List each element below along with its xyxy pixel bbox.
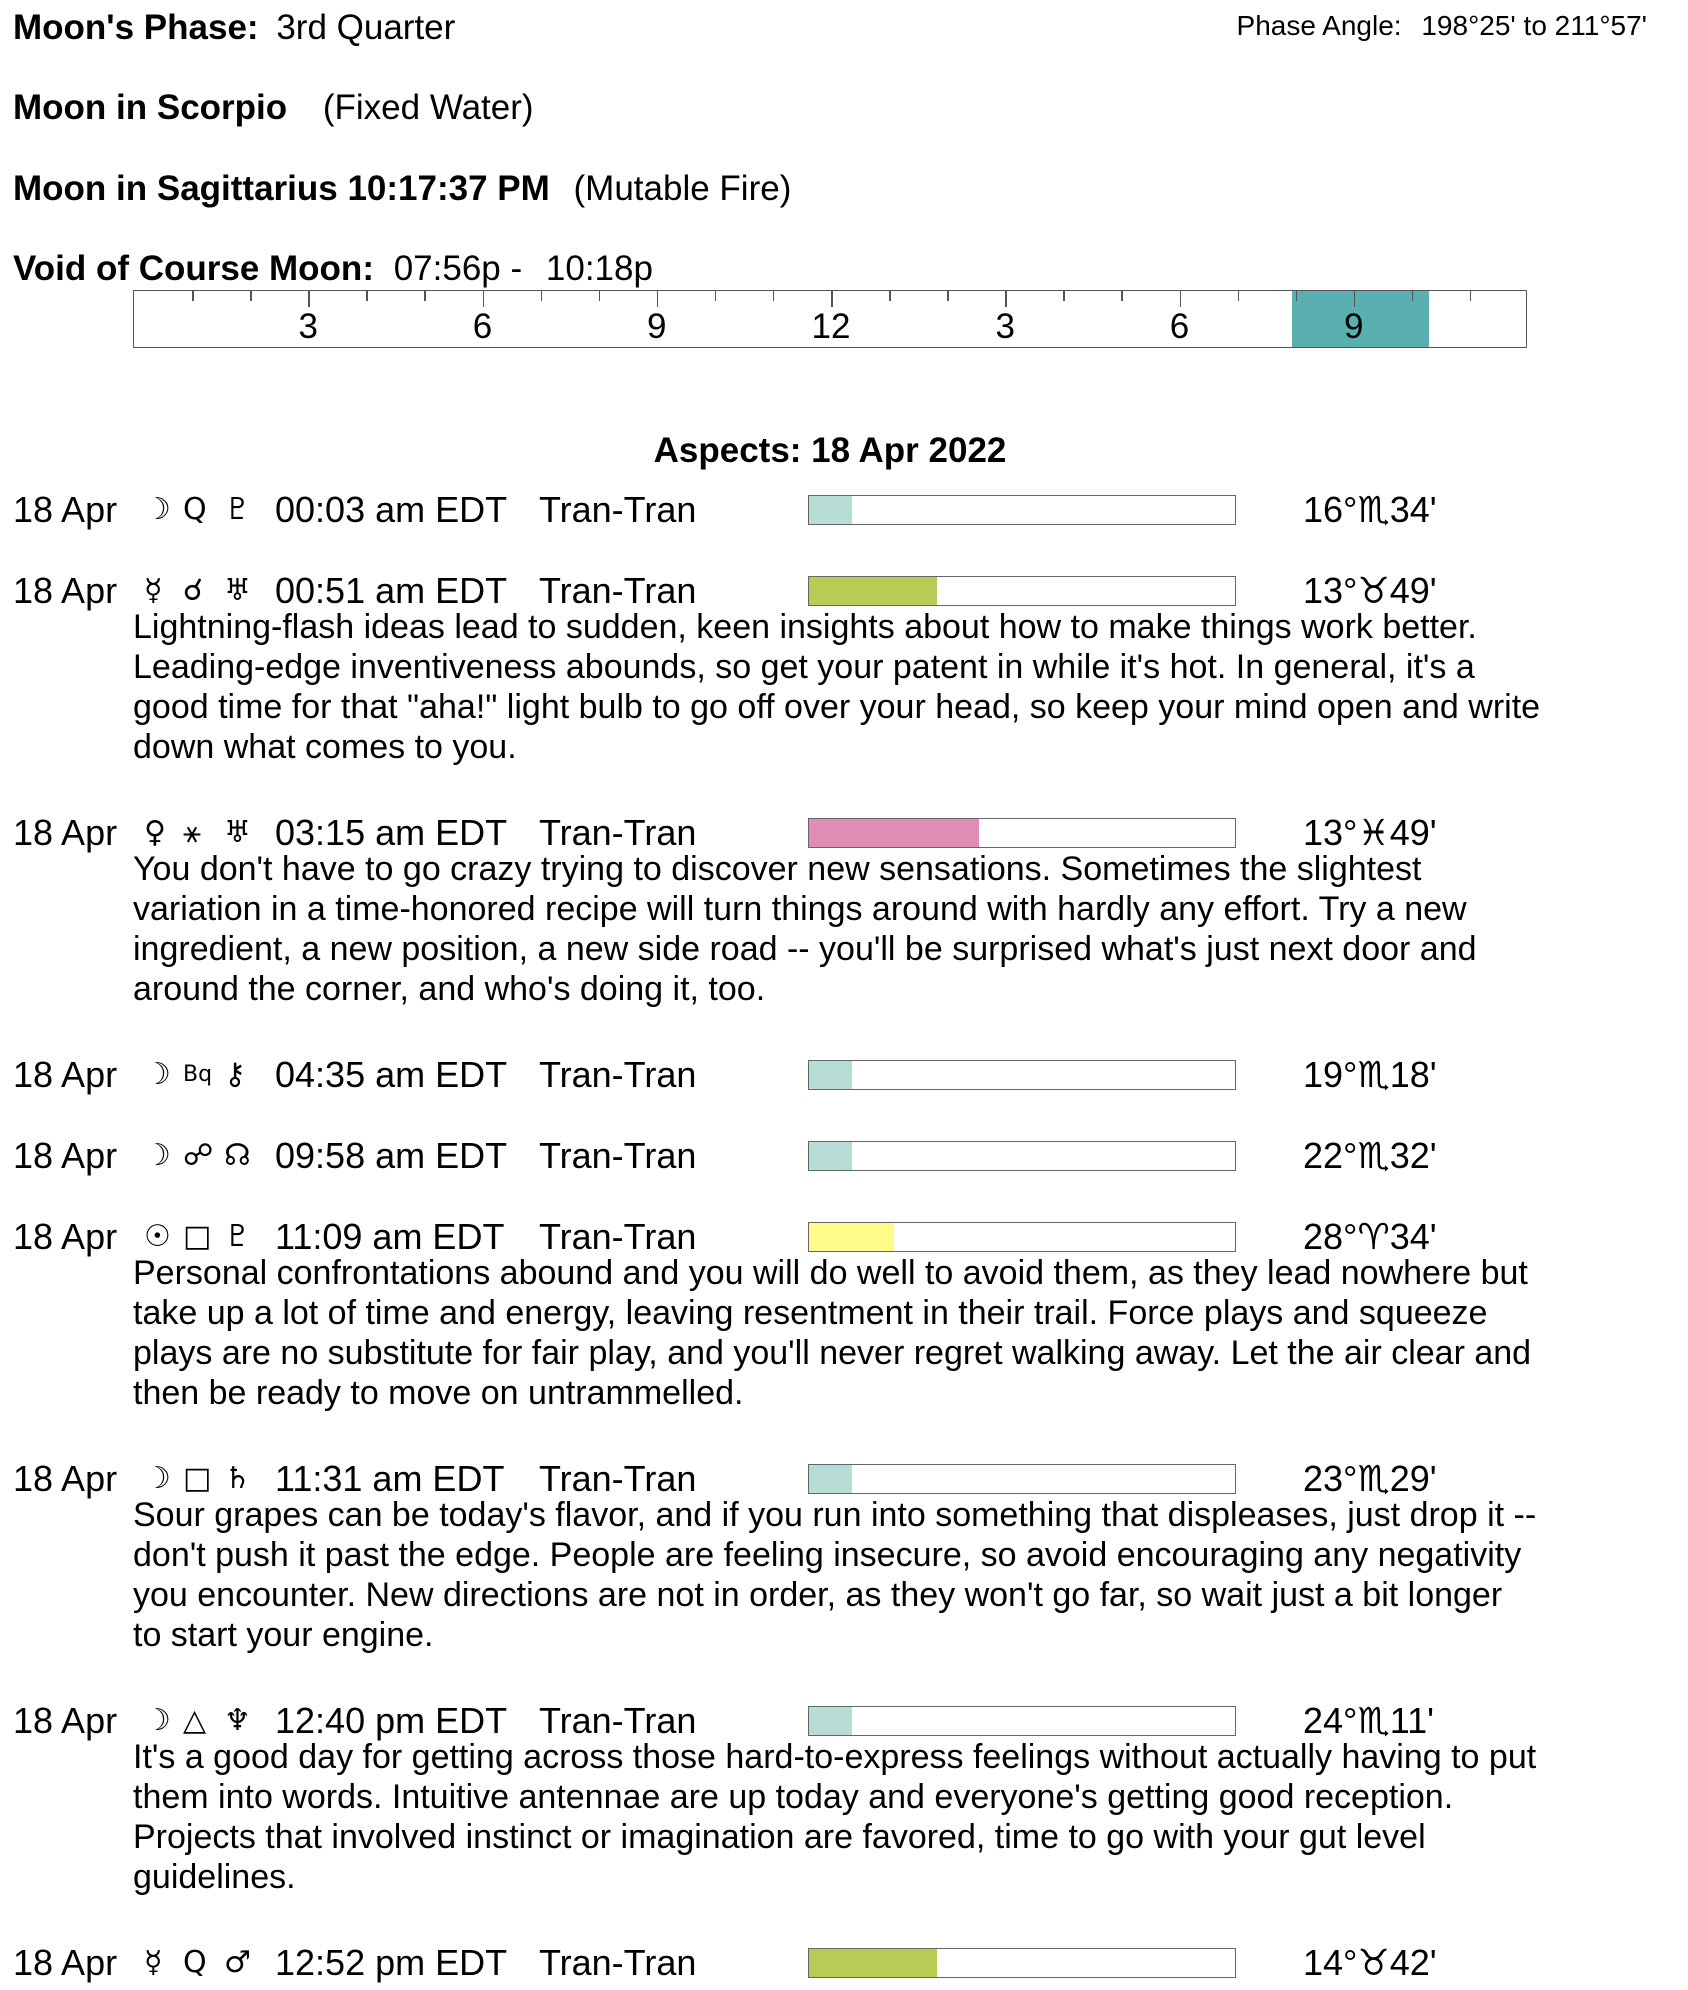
void-of-course-timeline [133,290,1527,348]
aspect-planet-2: ♅ [224,573,251,608]
aspect-type: Tran-Tran [539,570,697,611]
aspect-time: 12:40 pm EDT [275,1700,508,1741]
timeline-tick [1121,291,1123,301]
moon-ingress-label: Moon in Sagittarius 10:17:37 PM [13,169,550,208]
timeline-tick [308,291,310,307]
aspect-strength-bar [808,1464,1236,1494]
aspect-planet-2: ♆ [224,1703,251,1738]
timeline-tick [250,291,252,301]
aspect-planet-1: ☉ [144,1219,171,1254]
aspect-position: 13°♉49' [1303,570,1437,611]
timeline-tick [192,291,194,301]
aspect-strength-bar [808,1141,1236,1171]
aspect-type: Tran-Tran [539,489,697,530]
timeline-tick [1470,291,1472,301]
aspect-date: 18 Apr [13,1216,118,1257]
aspect-strength-bar [808,1706,1236,1736]
timeline-hour-label: 9 [647,307,667,346]
aspect-strength-fill [809,1061,852,1089]
timeline-tick [947,291,949,301]
aspect-description [133,1253,1653,1413]
timeline-tick [1412,291,1414,301]
timeline-tick [773,291,775,301]
timeline-tick [657,291,659,307]
timeline-tick [424,291,426,301]
aspect-time: 03:15 am EDT [275,812,508,853]
phase-angle-value: 198°25' to 211°57' [1421,10,1647,41]
aspect-planet-2: ☊ [224,1138,251,1173]
aspect-time: 12:52 pm EDT [275,1942,508,1983]
aspect-planet-1: ♀ [144,815,166,850]
timeline-tick [1238,291,1240,301]
aspect-description-line: around the corner, and who's doing it, too. [133,970,766,1008]
moon-ingress-element: (Mutable Fire) [573,169,792,208]
aspect-position: 28°♈34' [1303,1216,1437,1257]
timeline-tick [1180,291,1182,307]
aspect-description [133,1737,1653,1897]
aspect-type: Tran-Tran [539,1135,697,1176]
aspect-date: 18 Apr [13,489,118,530]
void-of-course-end: 10:18p [545,249,653,288]
timeline-tick [1296,291,1298,301]
aspect-date: 18 Apr [13,1054,118,1095]
aspect-date: 18 Apr [13,1135,118,1176]
timeline-hour-label: 3 [298,307,318,346]
phase-angle-label: Phase Angle: [1236,10,1402,41]
timeline-tick [1005,291,1007,307]
aspect-symbol: ☌ [183,573,204,608]
aspect-description-line: good time for that "aha!" light bulb to go off over your head, so keep your mind open and write [133,688,1541,726]
aspect-strength-fill [809,577,937,605]
timeline-hour-label: 12 [811,307,851,346]
aspect-planet-2: ♂ [224,1945,251,1980]
aspect-type: Tran-Tran [539,1942,697,1983]
aspect-strength-fill [809,1707,852,1735]
aspect-description-line: guidelines. [133,1858,296,1896]
aspect-strength-bar [808,495,1236,525]
timeline-hour-label: 6 [472,307,493,346]
aspect-description-line: take up a lot of time and energy, leaving resentment in their trail. Force plays and squeeze [133,1294,1488,1332]
aspect-time: 00:03 am EDT [275,489,508,530]
aspect-strength-fill [809,1223,894,1251]
aspect-planet-2: ♇ [224,1219,251,1254]
aspect-description-line: Lightning-flash ideas lead to sudden, keen insights about how to make things work better. [133,608,1477,646]
aspect-planet-1: ☽ [144,1461,171,1496]
timeline-tick [541,291,543,301]
aspect-planet-1: ☽ [144,1057,171,1092]
timeline-tick [366,291,368,301]
aspect-date: 18 Apr [13,570,118,611]
aspect-type: Tran-Tran [539,812,697,853]
moon-ingress [13,169,791,209]
moon-phase-value: 3rd Quarter [276,8,456,47]
timeline-tick [483,291,485,307]
timeline-hour-label: 6 [1169,307,1190,346]
aspect-description-line: Leading-edge inventiveness abounds, so get your patent in while it's hot. In general, it's a [133,648,1475,686]
aspect-date: 18 Apr [13,1700,118,1741]
aspect-planet-2: ⚷ [224,1057,246,1092]
aspect-planet-2: ♇ [224,492,251,527]
aspect-symbol: ⚹ [183,815,201,850]
timeline-hour-label: 3 [995,307,1015,346]
timeline-tick [831,291,833,307]
aspect-strength-bar [808,1948,1236,1978]
aspect-position: 24°♏11' [1303,1700,1434,1741]
moon-sign [13,88,534,128]
aspect-strength-bar [808,818,1236,848]
aspect-type: Tran-Tran [539,1700,697,1741]
aspect-strength-bar [808,576,1236,606]
aspect-symbol: Q [183,492,207,527]
void-of-course-label: Void of Course Moon: [13,249,374,288]
aspect-planet-1: ☿ [144,1945,163,1980]
timeline-tick [1354,291,1356,307]
timeline-tick [715,291,717,301]
aspect-strength-fill [809,819,979,847]
aspect-type: Tran-Tran [539,1216,697,1257]
aspect-description [133,1495,1653,1655]
aspect-time: 09:58 am EDT [275,1135,508,1176]
aspect-time: 11:31 am EDT [275,1458,505,1499]
aspect-strength-fill [809,1465,852,1493]
aspect-description-line: It's a good day for getting across those hard-to-express feelings without actually having to put [133,1738,1537,1776]
moon-phase [13,8,455,48]
aspect-planet-1: ☿ [144,573,163,608]
aspect-symbol: □ [183,1461,212,1496]
aspect-strength-fill [809,1949,937,1977]
aspect-date: 18 Apr [13,812,118,853]
aspect-position: 14°♉42' [1303,1942,1437,1983]
aspect-time: 00:51 am EDT [275,570,508,611]
aspect-description-line: You don't have to go crazy trying to discover new sensations. Sometimes the slightest [133,850,1422,888]
aspect-position: 22°♏32' [1303,1135,1437,1176]
moon-sign-label: Moon in Scorpio [13,88,288,127]
aspect-symbol: □ [183,1219,212,1254]
aspect-description-line: plays are no substitute for fair play, and you'll never regret walking away. Let the air clear and [133,1334,1532,1372]
aspect-description-line: Projects that involved instinct or imagination are favored, time to go with your gut level [133,1818,1426,1856]
aspect-symbol: Bq [183,1062,213,1087]
timeline-tick [889,291,891,301]
aspect-time: 04:35 am EDT [275,1054,508,1095]
timeline-tick [599,291,601,301]
aspect-strength-bar [808,1060,1236,1090]
moon-phase-label: Moon's Phase: [13,8,259,47]
aspect-position: 13°♓49' [1303,812,1437,853]
aspect-description-line: variation in a time-honored recipe will turn things around with hardly any effort. Try a new [133,890,1467,928]
aspect-description-line: you encounter. New directions are not in order, as they won't go far, so wait just a bit longer [133,1576,1503,1614]
aspect-description-line: ingredient, a new position, a new side road -- you'll be surprised what's just next door and [133,930,1477,968]
void-of-course [13,249,653,289]
aspect-planet-2: ♅ [224,815,251,850]
aspect-description-line: down what comes to you. [133,728,517,766]
aspect-strength-fill [809,496,852,524]
aspect-planet-1: ☽ [144,1138,171,1173]
aspect-date: 18 Apr [13,1942,118,1983]
aspect-description-line: to start your engine. [133,1616,434,1654]
aspect-type: Tran-Tran [539,1458,697,1499]
aspect-strength-bar [808,1222,1236,1252]
aspect-description-line: them into words. Intuitive antennae are up today and everyone's getting good reception. [133,1778,1454,1816]
phase-angle [1237,10,1647,42]
aspect-planet-1: ☽ [144,1703,171,1738]
aspect-position: 19°♏18' [1303,1054,1437,1095]
aspect-type: Tran-Tran [539,1054,697,1095]
aspect-description-line: Personal confrontations abound and you will do well to avoid them, as they lead nowhere but [133,1254,1528,1292]
moon-sign-element: (Fixed Water) [322,88,534,127]
aspect-description [133,607,1653,767]
aspect-strength-fill [809,1142,852,1170]
aspect-description-line: Sour grapes can be today's flavor, and if you run into something that displeases, just drop it -- [133,1496,1537,1534]
aspect-position: 23°♏29' [1303,1458,1437,1499]
aspects-title: Aspects: 18 Apr 2022 [653,431,1007,470]
aspect-time: 11:09 am EDT [275,1216,505,1257]
aspect-planet-1: ☽ [144,492,171,527]
aspect-description-line: then be ready to move on untrammelled. [133,1374,744,1412]
aspect-symbol: Q [183,1945,207,1980]
aspect-position: 16°♏34' [1303,489,1437,530]
aspect-date: 18 Apr [13,1458,118,1499]
aspect-description [133,849,1653,1009]
timeline-hour-label: 9 [1344,307,1364,346]
timeline-tick [1063,291,1065,301]
aspect-symbol: ☍ [183,1138,214,1173]
aspect-planet-2: ♄ [224,1461,251,1496]
aspect-description-line: don't push it past the edge. People are feeling insecure, so avoid encouraging any negativity [133,1536,1522,1574]
aspect-symbol: △ [183,1703,207,1738]
void-of-course-start: 07:56p - [393,249,523,288]
